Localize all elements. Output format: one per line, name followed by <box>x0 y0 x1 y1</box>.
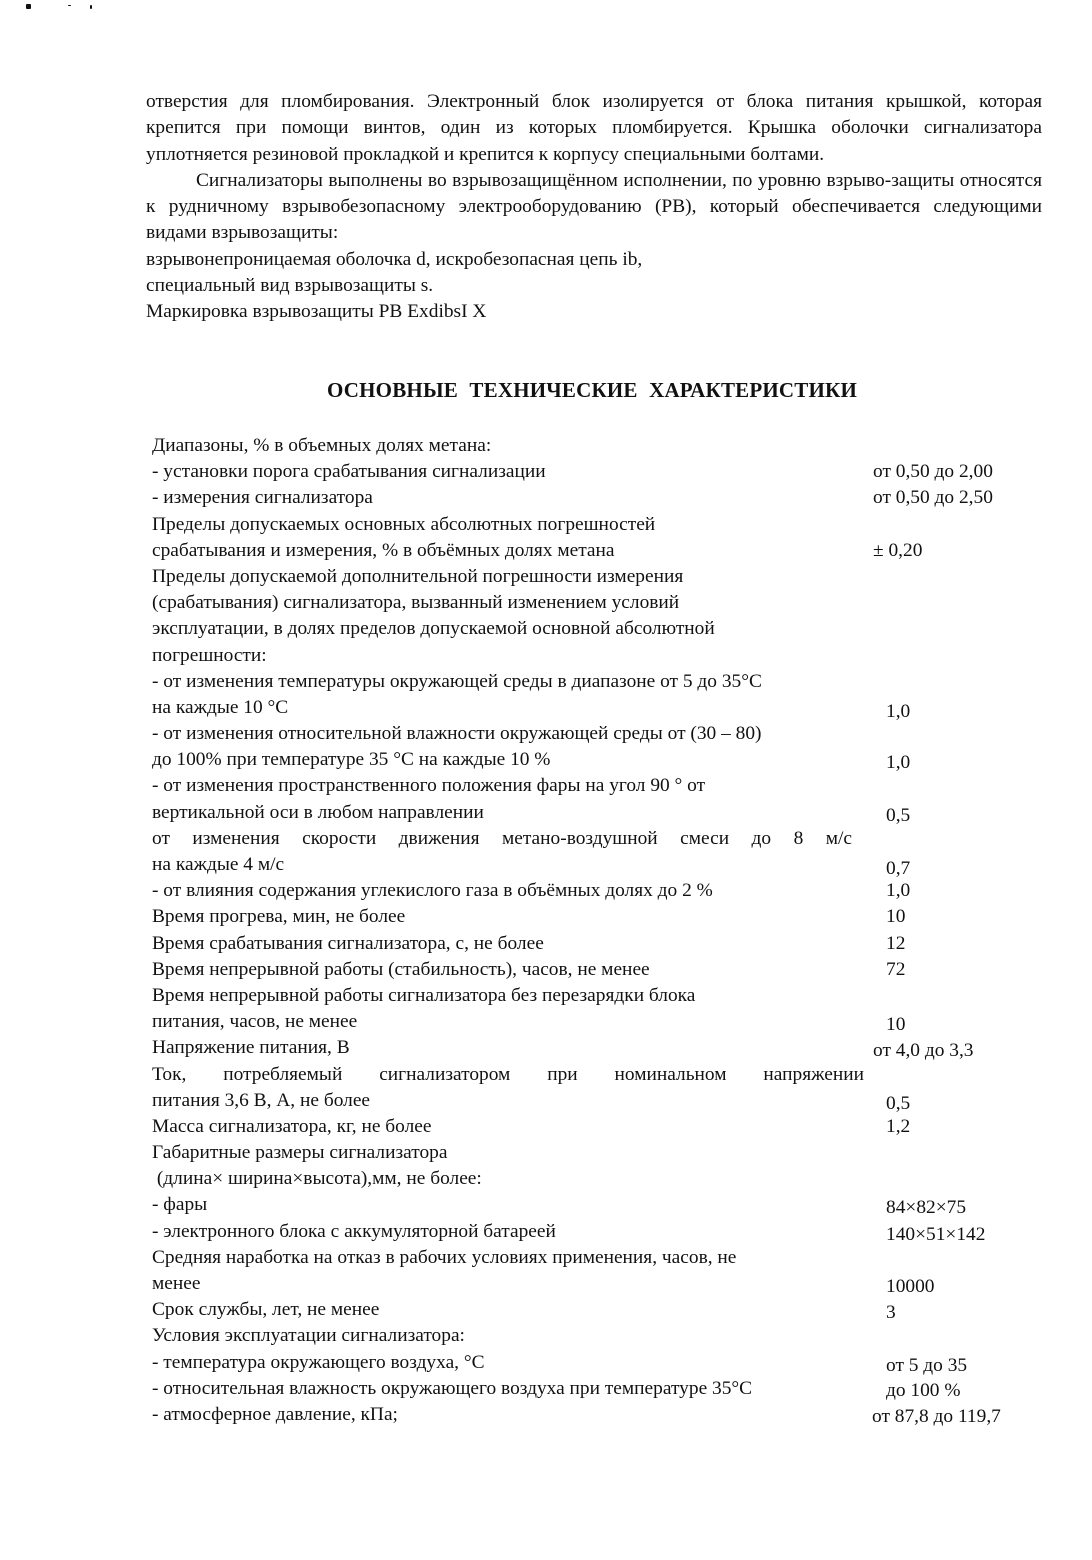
specs-table <box>152 433 1052 1428</box>
spec-value: 0,5 <box>886 804 911 826</box>
spec-label: - фары <box>152 1194 208 1216</box>
spec-value: 140×51×142 <box>886 1223 986 1245</box>
spec-row <box>152 485 1052 511</box>
spec-row <box>152 1088 1052 1114</box>
spec-row <box>152 983 1052 1009</box>
spec-value: 1,0 <box>886 700 911 722</box>
spec-row <box>152 433 1052 459</box>
spec-label: питания, часов, не менее <box>152 1011 358 1033</box>
spec-row <box>152 1062 1052 1088</box>
intro-line-marking: Маркировка взрывозащиты РВ ExdibsI X <box>146 301 487 323</box>
spec-label: - от изменения относительной влажности окружающей среды от (30 – 80) <box>152 723 762 745</box>
spec-row <box>152 773 1052 799</box>
intro-paragraph-1: отверстия для пломбирования. Электронный блок изолируется от блока питания крышкой, которая крепится при помощи винтов, один из которых пломбируется. Крышка оболочки сигнализатора уплотняется резиновой прокладкой и крепится к корпусу специальными болтами. <box>146 91 1042 165</box>
spec-label: Средняя наработка на отказ в рабочих условиях применения, часов, не <box>152 1246 737 1268</box>
spec-value: 12 <box>886 932 906 954</box>
spec-label: (срабатывания) сигнализатора, вызванный изменением условий <box>152 592 680 614</box>
spec-value: от 5 до 35 <box>886 1354 968 1376</box>
section-title: ОСНОВНЫЕ ТЕХНИЧЕСКИЕ ХАРАКТЕРИСТИКИ <box>326 378 857 402</box>
spec-value: 10 <box>886 906 906 928</box>
spec-row <box>152 1192 1052 1218</box>
spec-row <box>152 1009 1052 1035</box>
spec-row <box>152 695 1052 721</box>
spec-row <box>152 459 1052 485</box>
spec-label: менее <box>152 1273 201 1294</box>
spec-row <box>152 721 1052 747</box>
spec-label: Пределы допускаемой дополнительной погрешности измерения <box>152 565 684 587</box>
intro-line-special-protection: специальный вид взрывозащиты s. <box>146 275 434 297</box>
spec-row <box>152 957 1052 983</box>
spec-row <box>152 669 1052 695</box>
spec-row <box>152 1035 1052 1061</box>
spec-row <box>152 1219 1052 1245</box>
spec-row <box>152 1114 1052 1140</box>
spec-label: Габаритные размеры сигнализатора <box>152 1142 448 1164</box>
spec-label: до 100% при температуре 35 °С на каждые 10 % <box>152 749 551 771</box>
spec-row <box>152 538 1052 564</box>
spec-label: - электронного блока с аккумуляторной батареей <box>152 1220 556 1242</box>
spec-value: 1,0 <box>886 880 911 902</box>
spec-value: от 0,50 до 2,00 <box>873 461 993 483</box>
spec-label: - температура окружающего воздуха, °С <box>152 1351 485 1373</box>
intro-text <box>146 89 1042 326</box>
spec-label: - атмосферное давление, кПа; <box>152 1403 398 1425</box>
spec-label: - измерения сигнализатора <box>152 487 373 509</box>
spec-value: 10000 <box>886 1276 935 1297</box>
spec-label: (длина× ширина×высота),мм, не более: <box>152 1168 482 1190</box>
spec-label: на каждые 4 м/с <box>152 854 285 875</box>
spec-row <box>152 1376 1052 1402</box>
spec-label: срабатывания и измерения, % в объёмных долях метана <box>152 539 615 561</box>
spec-row <box>152 931 1052 957</box>
spec-label: - от изменения температуры окружающей среды в диапазоне от 5 до 35°С <box>152 670 762 692</box>
spec-row <box>152 643 1052 669</box>
spec-label: Масса сигнализатора, кг, не более <box>152 1115 432 1137</box>
scan-speck <box>68 5 71 6</box>
spec-label: - от изменения пространственного положения фары на угол 90 ° от <box>152 775 706 797</box>
spec-value: 1,0 <box>886 752 911 774</box>
spec-value: от 0,50 до 2,50 <box>873 487 993 509</box>
spec-value: от 87,8 до 119,7 <box>872 1405 1001 1427</box>
spec-label: - установки порога срабатывания сигнализации <box>152 461 546 483</box>
spec-row <box>152 1350 1052 1376</box>
spec-row <box>152 904 1052 930</box>
spec-row <box>152 564 1052 590</box>
scan-speck <box>26 4 31 9</box>
spec-row <box>152 747 1052 773</box>
spec-value: 72 <box>886 958 906 980</box>
spec-row <box>152 1271 1052 1297</box>
spec-row <box>152 1166 1052 1192</box>
spec-row <box>152 878 1052 904</box>
spec-row <box>152 512 1052 538</box>
spec-value: ± 0,20 <box>873 539 923 561</box>
intro-paragraph-2: Сигнализаторы выполнены во взрывозащищённом исполнении, по уровню взрыво-защиты относятся к рудничному взрывобезопасному электрооборудованию (РВ), который обеспечивается следующими видами взрывозащиты: <box>146 169 1042 244</box>
spec-label: погрешности: <box>152 644 267 666</box>
spec-value: 0,7 <box>886 858 911 879</box>
spec-label: Условия эксплуатации сигнализатора: <box>152 1325 465 1347</box>
spec-label: Время срабатывания сигнализатора, с, не более <box>152 932 544 954</box>
scan-speck <box>90 5 92 9</box>
spec-row <box>152 1323 1052 1349</box>
spec-label: Срок службы, лет, не менее <box>152 1299 380 1321</box>
spec-label: Время прогрева, мин, не более <box>152 906 406 928</box>
intro-line-protection-types: взрывонепроницаемая оболочка d, искробезопасная цепь ib, <box>146 248 643 270</box>
spec-row <box>152 1140 1052 1166</box>
spec-row <box>152 826 1052 852</box>
spec-label: от изменения скорости движения метано-воздушной смеси до 8 м/с <box>152 827 852 849</box>
spec-label: питания 3,6 В, А, не более <box>152 1089 371 1111</box>
spec-label: Время непрерывной работы сигнализатора без перезарядки блока <box>152 984 696 1006</box>
spec-label: вертикальной оси в любом направлении <box>152 801 484 823</box>
spec-label: - от влияния содержания углекислого газа в объёмных долях до 2 % <box>152 880 713 902</box>
spec-value: 3 <box>886 1302 896 1324</box>
spec-row <box>152 1245 1052 1271</box>
spec-label: Диапазоны, % в объемных долях метана: <box>152 435 492 456</box>
spec-label: - относительная влажность окружающего воздуха при температуре 35°С <box>152 1377 753 1399</box>
spec-label: Напряжение питания, В <box>152 1037 350 1059</box>
spec-value: от 4,0 до 3,3 <box>873 1040 974 1062</box>
spec-row <box>152 590 1052 616</box>
spec-value: 0,5 <box>886 1092 911 1114</box>
spec-label: Пределы допускаемых основных абсолютных погрешностей <box>152 513 656 535</box>
spec-value: 10 <box>886 1014 906 1036</box>
spec-value: до 100 % <box>886 1379 961 1401</box>
spec-row <box>152 616 1052 642</box>
spec-value: 84×82×75 <box>886 1197 967 1219</box>
spec-row <box>152 1402 1052 1428</box>
spec-row <box>152 800 1052 826</box>
spec-label: эксплуатации, в долях пределов допускаемой основной абсолютной <box>152 618 715 640</box>
spec-label: на каждые 10 °С <box>152 696 289 718</box>
spec-row <box>152 852 1052 878</box>
spec-value: 1,2 <box>886 1115 911 1137</box>
spec-row <box>152 1297 1052 1323</box>
spec-label: Время непрерывной работы (стабильность), часов, не менее <box>152 958 650 980</box>
spec-label: Ток, потребляемый сигнализатором при номинальном напряжении <box>152 1063 864 1085</box>
